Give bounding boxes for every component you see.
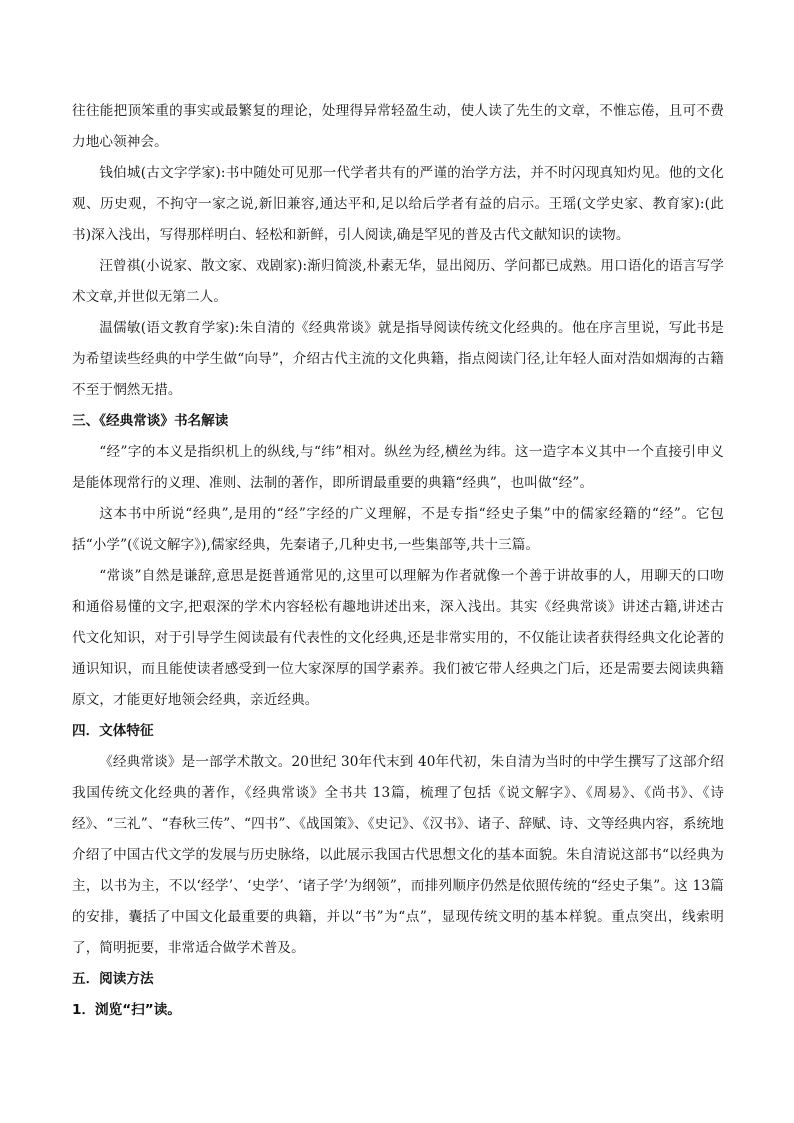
paragraph-intro-continuation: 往往能把顶笨重的事实或最繁复的理论，处理得异常轻盈生动，使人读了先生的文章，不惟忘倦，且可不费力地心领神会。 — [72, 103, 724, 150]
section-heading-title-interpretation: 三、《经典常谈》书名解读 — [72, 413, 229, 429]
subheading-skim-reading: 1．浏览“扫”读。 — [72, 1002, 181, 1018]
document-page — [72, 96, 724, 1026]
paragraph-jing-meaning: “经”字的本义是指织机上的纵线,与“纬”相对。纵丝为经,横丝为纬。这一造字本义其中一个直接引申义是能体现常行的义理、准则、法制的著作，即所谓最重要的典籍“经典”，也叫做“经”。 — [72, 444, 724, 491]
section-heading-reading-method: 五．阅读方法 — [72, 971, 154, 987]
paragraph-wang-zengqi: 汪曾祺(小说家、散文家、戏剧家):渐归简淡,朴素无华，显出阅历、学问都已成熟。用口语化的语言写学术文章,并世似无第二人。 — [72, 258, 724, 305]
section-heading-genre: 四．文体特征 — [72, 723, 154, 739]
paragraph-jingdian-scope: 这本书中所说“经典”,是用的“经”字经的广义理解，不是专指“经史子集”中的儒家经籍的“经”。它包括“小学”(《说文解字》),儒家经典，先秦诸子,几种史书,一些集部等,共十三篇。 — [72, 506, 724, 553]
paragraph-qian-bocheng: 钱伯城(古文字学家):书中随处可见那一代学者共有的严谨的治学方法，并不时闪现真知灼见。他的文化观、历史观，不拘守一家之说,新旧兼容,通达平和,足以给后学者有益的启示。王瑶(文学史家、教育家):(此书)深入浅出，写得那样明白、轻松和新鲜，引人阅读,确是罕见的普及古代文献知识的读物。 — [72, 165, 724, 243]
paragraph-wen-rumin: 温儒敏(语文教育学家):朱自清的《经典常谈》就是指导阅读传统文化经典的。他在序言里说，写此书是为希望读些经典的中学生做“向导”，介绍古代主流的文化典籍，指点阅读门径,让年轻人面对浩如烟海的古籍不至于惘然无措。 — [72, 320, 724, 398]
paragraph-genre-features: 《经典常谈》是一部学术散文。20世纪 30年代末到 40年代初，朱自清为当时的中学生撰写了这部介绍我国传统文化经典的著作，《经典常谈》全书共 13篇，梳理了包括《说文解字》、《周易》、《尚书》、《诗经》、“三礼”、“春秋三传”、“四书”、《战国策》、《史记》、《汉书》、诸子、辞赋、诗、文等经典内容，系统地介绍了中国古代文学的发展与历史脉络，以此展示我国古代思想文化的基本面貌。朱自清说这部书“以经典为主，以书为主，不以‘经学’、‘史学’、‘诸子学’为纲领”，而排列顺序仍然是依照传统的“经史子集”。这 13篇的安排，囊括了中国文化最重要的典籍，并以“书”为“点”，显现传统文明的基本样貌。重点突出，线索明了，简明扼要，非常适合做学术普及。 — [72, 754, 724, 956]
paragraph-changtan-meaning: “常谈”自然是谦辞,意思是挺普通常见的,这里可以理解为作者就像一个善于讲故事的人，用聊天的口吻和通俗易懂的文字,把艰深的学术内容轻松有趣地讲述出来，深入浅出。其实《经典常谈》讲述古籍,讲述古代文化知识，对于引导学生阅读最有代表性的文化经典,还是非常实用的，不仅能让读者获得经典文化论著的通识知识，而且能使读者感受到一位大家深厚的国学素养。我们被它带人经典之门后，还是需要去阅读典籍原文，才能更好地领会经典，亲近经典。 — [72, 568, 724, 708]
